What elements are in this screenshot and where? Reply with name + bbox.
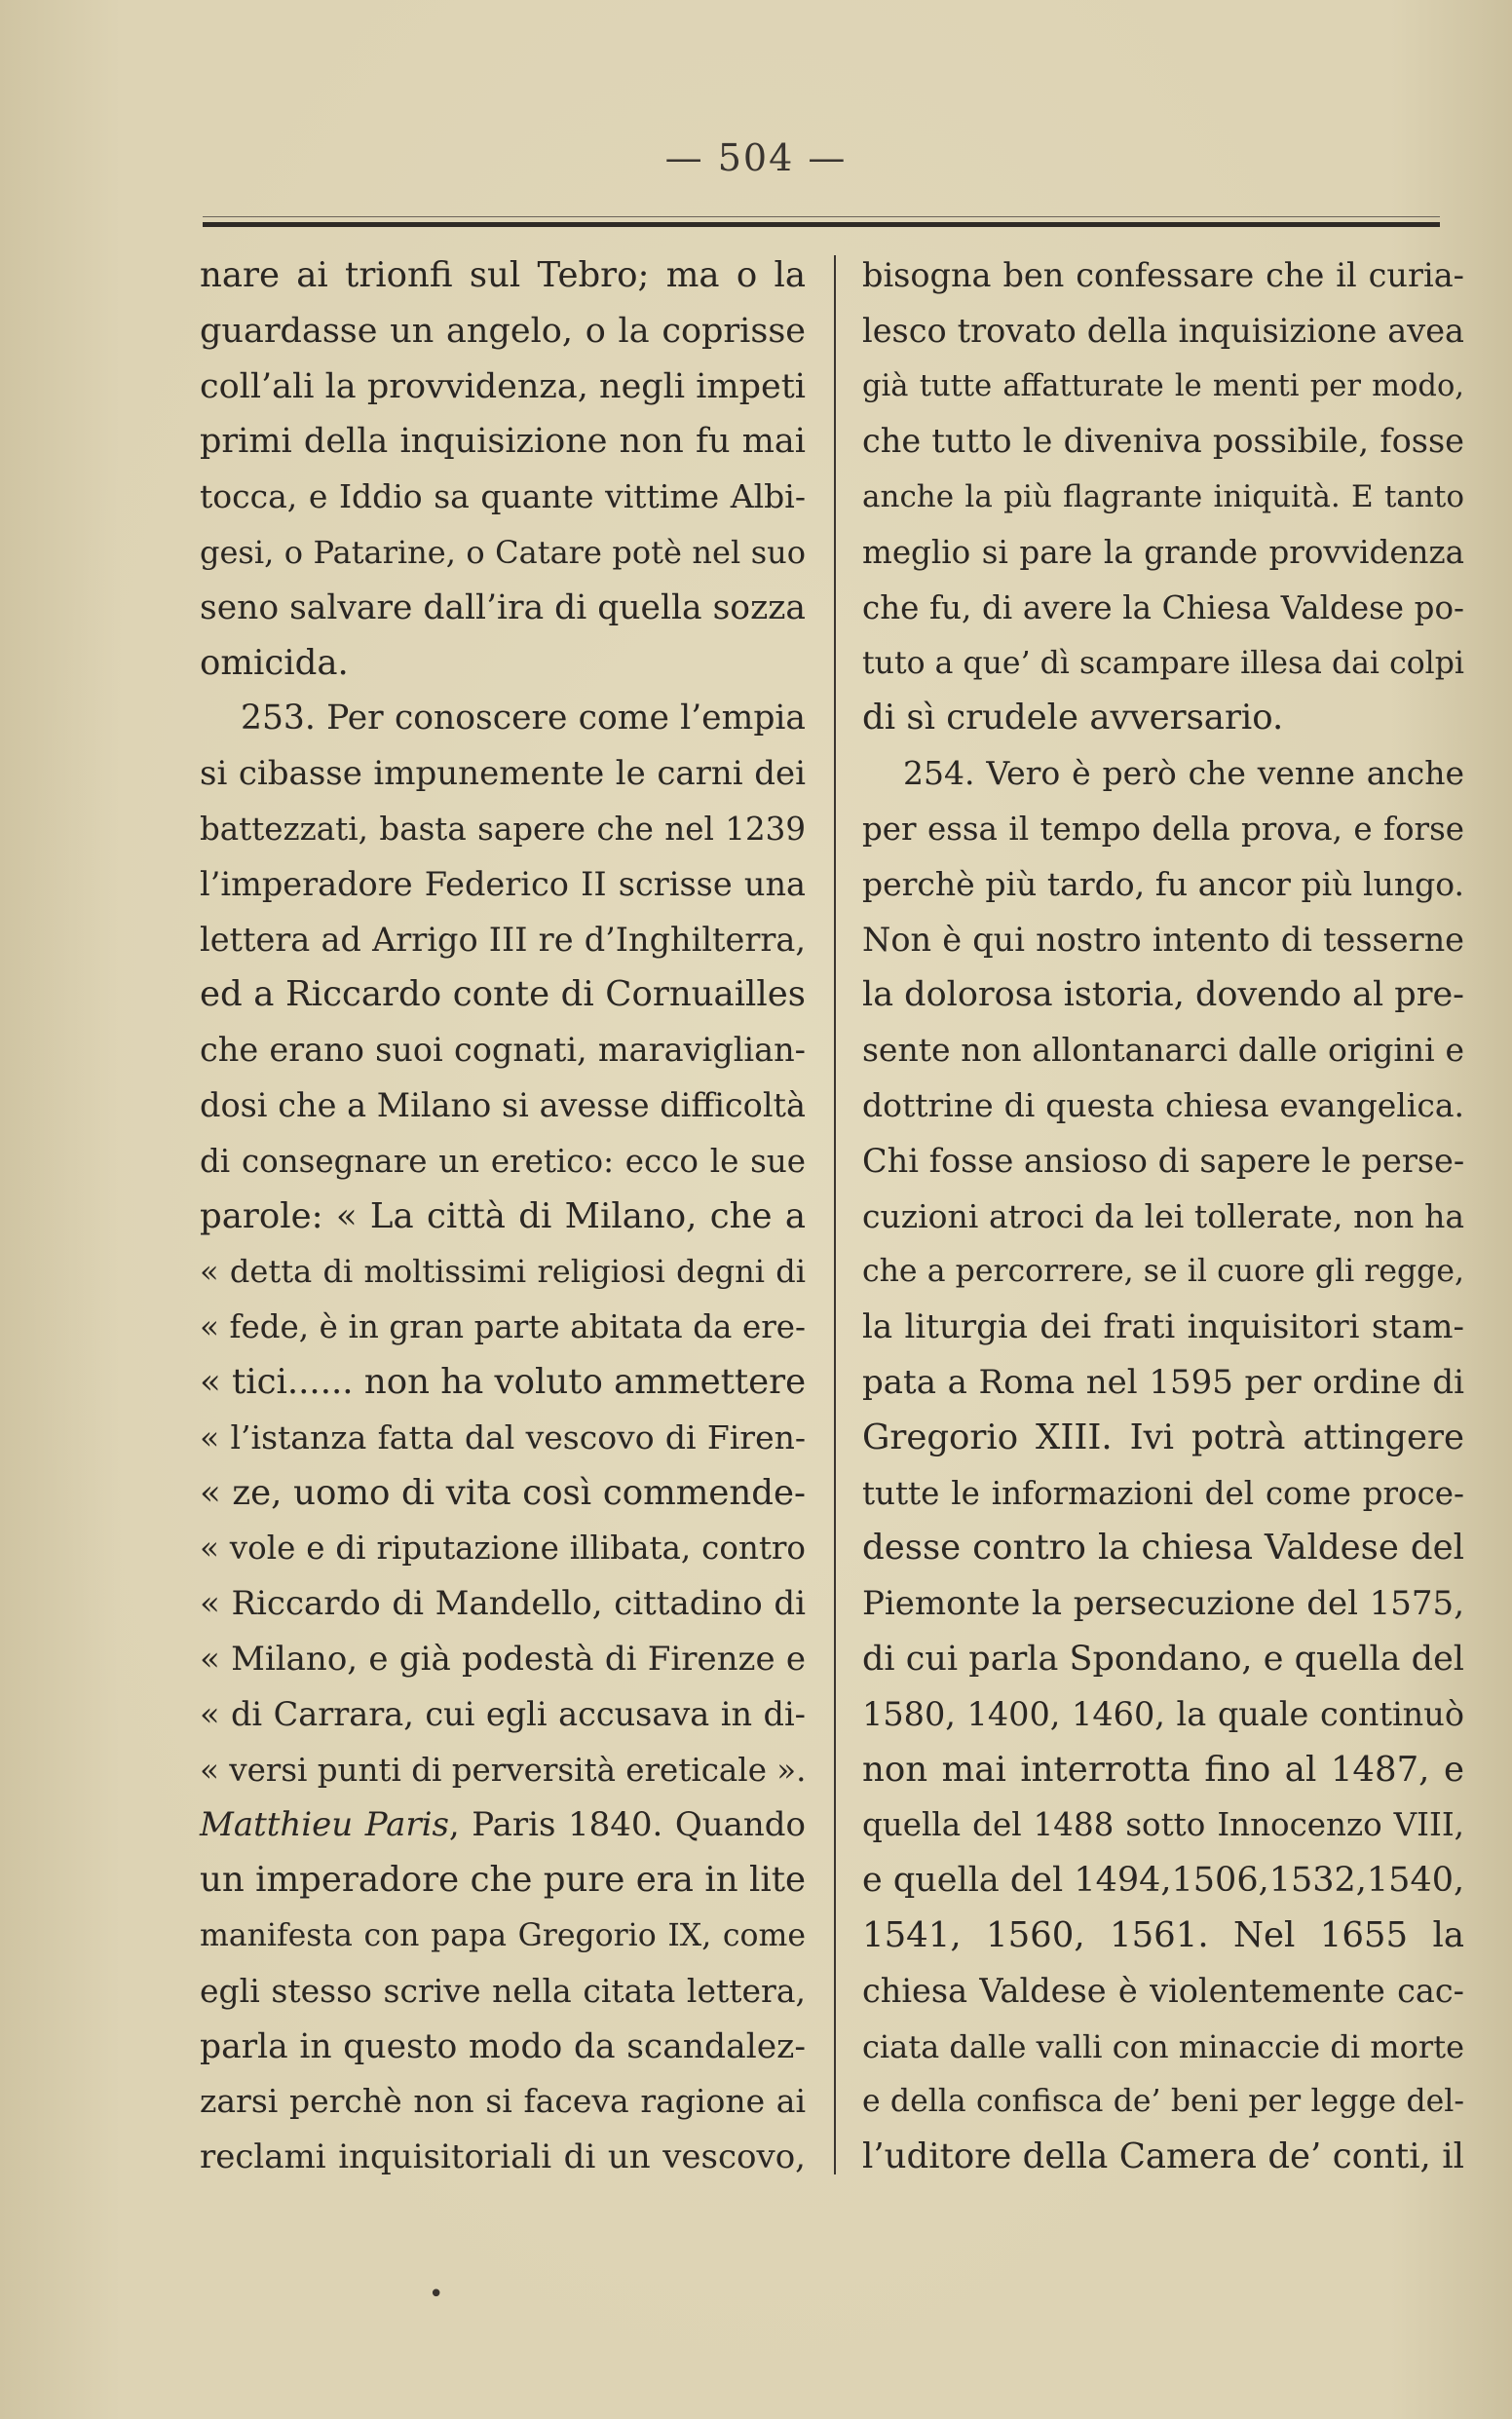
text-line: 1541, 1560, 1561. Nel 1655 la (862, 1914, 1464, 1955)
text-line: 253. Per conoscere come l’empia (241, 699, 806, 738)
text-line: « l’istanza fatta dal vescovo di Firen- (200, 1417, 806, 1456)
text-line: seno salvare dall’ira di quella sozza (200, 587, 806, 627)
text-line: primi della inquisizione non fu mai (200, 422, 806, 462)
page-number: — 504 — (664, 136, 848, 179)
text-line: Gregorio XIII. Ivi potrà attingere (862, 1417, 1464, 1457)
text-line: di consegnare un eretico: ecco le sue (200, 1142, 806, 1180)
text-line: che a percorrere, se il cuore gli regge, (862, 1254, 1464, 1290)
text-line: ciata dalle valli con minaccie di morte (862, 2027, 1464, 2065)
text-line: Non è qui nostro intento di tesserne (862, 920, 1464, 959)
text-line: di cui parla Spondano, e quella del (862, 1639, 1464, 1679)
text-line: battezzati, basta sapere che nel 1239 (200, 810, 806, 848)
text-line: e quella del 1494,1506,1532,1540, (862, 1861, 1465, 1901)
text-line: Chi fosse ansioso di sapere le perse- (862, 1141, 1465, 1180)
text-line: chiesa Valdese è violentemente cac- (862, 1971, 1464, 2010)
text-line: coll’ali la provvidenza, negli impeti (200, 366, 806, 406)
text-line: « tici...... non ha voluto ammettere (200, 1361, 807, 1402)
text-line: « versi punti di perversità ereticale ». (200, 1751, 807, 1789)
text-line: « Milano, e già podestà di Firenze e (200, 1639, 806, 1679)
text-line: la dolorosa istoria, dovendo al pre- (862, 975, 1464, 1015)
text-line: zarsi perchè non si faceva ragione ai (200, 2082, 806, 2121)
text-line: « fede, è in gran parte abitata da ere- (200, 1308, 806, 1346)
text-line: nare ai trionfi sul Tebro; ma o la (200, 255, 806, 295)
text-line: « vole e di riputazione illibata, contro (200, 1530, 806, 1568)
text-line: « Riccardo di Mandello, cittadino di (200, 1584, 806, 1624)
text-line: 1580, 1400, 1460, la quale continuò (862, 1694, 1464, 1733)
text-line: lesco trovato della inquisizione avea (862, 311, 1464, 350)
text-line: bisogna ben confessare che il curia- (862, 256, 1464, 294)
text-line: gesi, o Patarine, o Catare potè nel suo (200, 533, 806, 571)
text-line: egli stesso scrive nella citata lettera, (200, 1971, 806, 2010)
text-line: perchè più tardo, fu ancor più lungo. (862, 864, 1464, 903)
column-divider (834, 255, 836, 2174)
text-line: parla in questo modo da scandalez- (200, 2026, 806, 2066)
text-line: già tutte affatturate le menti per modo, (862, 368, 1464, 403)
text-line: quella del 1488 sotto Innocenzo VIII, (862, 1806, 1464, 1844)
text-line: « detta di moltissimi religiosi degni di (200, 1253, 806, 1291)
text-line: 254. Vero è però che venne anche (903, 754, 1464, 793)
text-line: « di Carrara, cui egli accusava in di- (200, 1694, 806, 1733)
text-line: non mai interrotta fino al 1487, e (862, 1749, 1464, 1790)
citation-author: Matthieu Paris (200, 1805, 449, 1845)
text-line: reclami inquisitoriali di un vescovo, (200, 2137, 806, 2177)
text-line: la liturgia dei frati inquisitori stam- (862, 1307, 1464, 1347)
text-line: lettera ad Arrigo III re d’Inghilterra, (200, 920, 806, 959)
text-line: sente non allontanarci dalle origini e (862, 1031, 1464, 1070)
text-line: l’imperadore Federico II scrisse una (200, 864, 806, 903)
text-line: l’uditore della Camera de’ conti, il (862, 2136, 1464, 2177)
header-rule (203, 222, 1440, 227)
text-line: anche la più flagrante iniquità. E tanto (862, 479, 1464, 515)
text-line: manifesta con papa Gregorio IX, come (200, 1917, 806, 1953)
ink-speck: • (429, 2280, 444, 2309)
text-line: dosi che a Milano si avesse difficoltà (200, 1085, 806, 1124)
text-line: « ze, uomo di vita così commende- (200, 1472, 806, 1513)
text-line: tocca, e Iddio sa quante vittime Albi- (200, 477, 806, 516)
left-column (200, 248, 806, 2185)
text-line: che tutto le diveniva possibile, fosse (862, 422, 1464, 461)
text-line: ed a Riccardo conte di Cornuailles (200, 974, 806, 1015)
text-line: e della confisca de’ beni per legge del- (862, 2084, 1464, 2120)
text-line: di sì crudele avversario. (862, 698, 1284, 738)
text-line: tutte le informazioni del come proce- (862, 1474, 1464, 1512)
text-line: omicida. (200, 642, 349, 683)
text-line: si cibasse impunemente le carni dei (200, 754, 806, 794)
text-line: cuzioni atroci da lei tollerate, non ha (862, 1196, 1464, 1235)
text-line: tuto a que’ dì scampare illesa dai colpi (862, 645, 1464, 681)
text-line: dottrine di questa chiesa evangelica. (862, 1085, 1464, 1124)
text-line: Matthieu Paris, Paris 1840. Quando (200, 1805, 807, 1845)
text-line: parole: « La città di Milano, che a (200, 1195, 806, 1236)
right-column (862, 248, 1464, 2185)
text-line: pata a Roma nel 1595 per ordine di (862, 1362, 1464, 1402)
text-line: per essa il tempo della prova, e forse (862, 810, 1464, 848)
text-line: guardasse un angelo, o la coprisse (200, 311, 806, 351)
text-line: Piemonte la persecuzione del 1575, (862, 1584, 1464, 1624)
text-line: che erano suoi cognati, maraviglian- (200, 1031, 806, 1070)
text-line: un imperadore che pure era in lite (200, 1860, 806, 1901)
text-line: desse contro la chiesa Valdese del (862, 1528, 1464, 1569)
header-rule-thin (203, 216, 1440, 217)
text-line: che fu, di avere la Chiesa Valdese po- (862, 588, 1464, 626)
text-line: meglio si pare la grande provvidenza (862, 533, 1464, 571)
